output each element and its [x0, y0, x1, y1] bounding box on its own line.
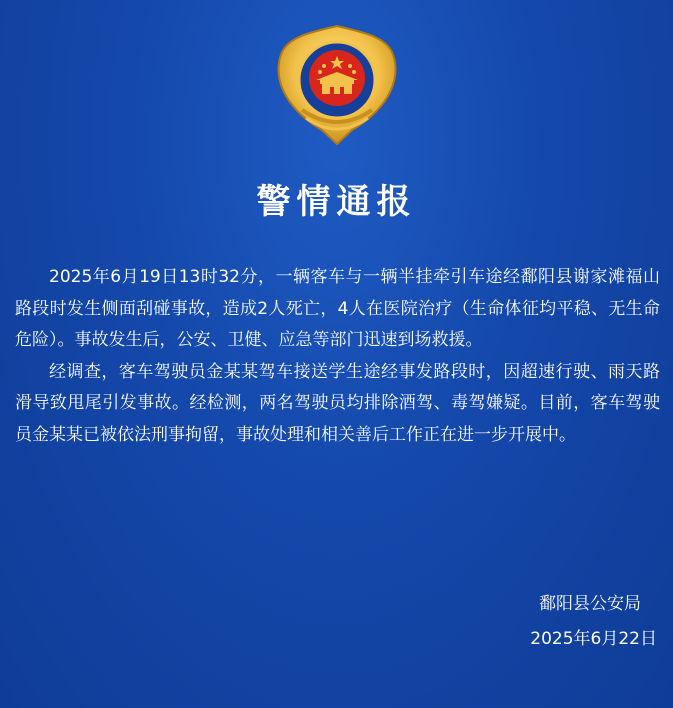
issuer-name: 鄱阳县公安局: [539, 594, 641, 614]
notice-paragraph: 2025年6月19日13时32分，一辆客车与一辆半挂牵引车途经鄱阳县谢家滩福山路段时发生侧面刮碰事故，造成2人死亡，4人在医院治疗（生命体征均平稳、无生命危险）。事故发生后，公安、卫健、应急等部门迅速到场救援。: [15, 267, 660, 350]
issue-date: 2025年6月22日: [530, 629, 657, 649]
notice-body: [15, 262, 660, 451]
page-title: 警情通报: [256, 182, 417, 222]
police-emblem-icon: [272, 22, 402, 148]
notice-paragraph: 经调查，客车驾驶员金某某驾车接送学生途经事发路段时，因超速行驶、雨天路滑导致甩尾引发事故。经检测，两名驾驶员均排除酒驾、毒驾嫌疑。目前，客车驾驶员金某某已被依法刑事拘留，事故处理和相关善后工作正在进一步开展中。: [15, 361, 660, 445]
